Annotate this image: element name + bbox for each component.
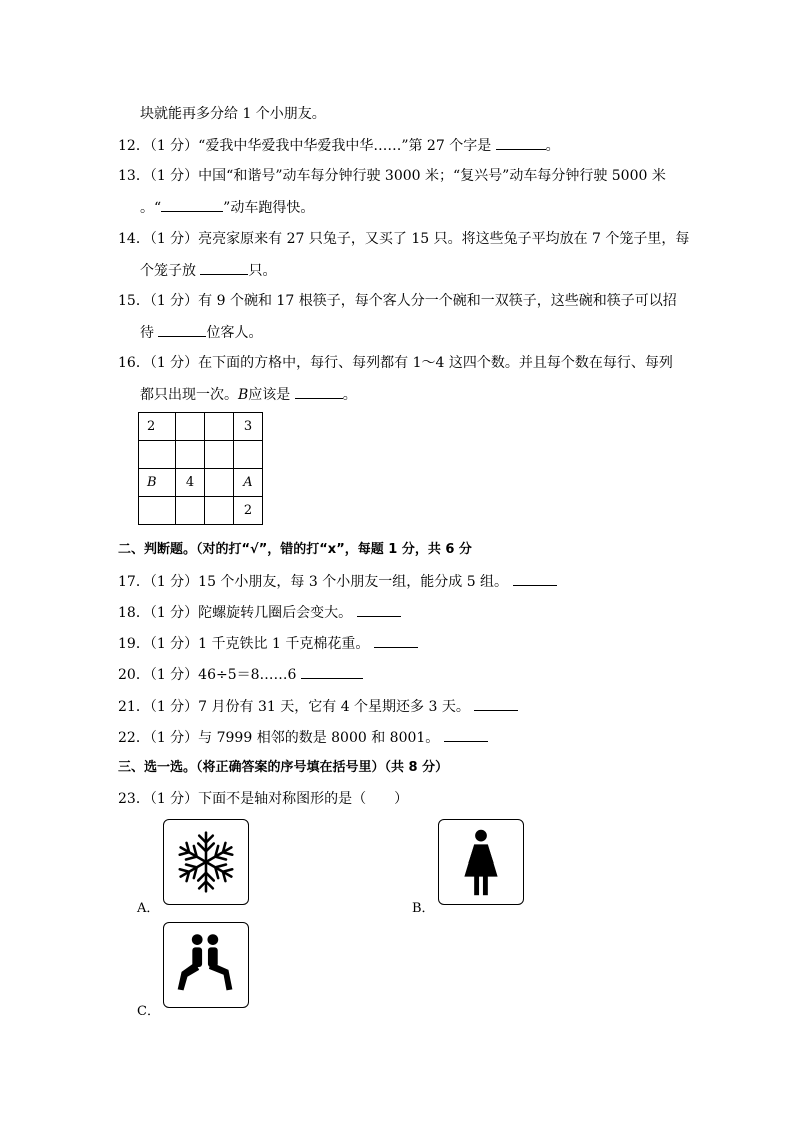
question-14-cont (140, 260, 276, 281)
q17-text: 17．（1 分）15 个小朋友，每 3 个小朋友一组，能分成 5 组。 (118, 574, 513, 590)
q13-end: ”动车跑得快。 (223, 200, 315, 216)
question-15: 15．（1 分）有 9 个碗和 17 根筷子，每个客人分一个碗和一双筷子，这些碗和筷子可以招 (118, 293, 677, 309)
option-b-label: B． (412, 901, 435, 916)
seated-people-icon (164, 923, 248, 1007)
q14-end: 只。 (248, 263, 277, 279)
q21-text: 21．（1 分）7 月份有 31 天，它有 4 个星期还多 3 天。 (118, 699, 475, 715)
q12-text: 12．（1 分）“爱我中华爱我中华爱我中华……”第 27 个字是 (118, 138, 496, 154)
grid-cell (205, 469, 234, 497)
snowflake-icon (164, 820, 248, 904)
q16-mid: 应该是 (248, 387, 295, 403)
q13-open: 。“ (140, 200, 162, 216)
q16-variable: B (238, 387, 249, 403)
grid-cell (139, 441, 176, 469)
question-18 (118, 602, 401, 623)
q22-text: 22．（1 分）与 7999 相邻的数是 8000 和 8001。 (118, 730, 444, 746)
question-15-cont (140, 322, 262, 343)
q14-text: 个笼子放 (140, 263, 201, 279)
option-b-image[interactable] (438, 819, 524, 905)
q16-text: 都只出现一次。 (140, 387, 238, 403)
q16-end: 。 (342, 387, 357, 403)
question-12 (118, 135, 560, 156)
question-19 (118, 633, 418, 654)
question-20 (118, 664, 363, 685)
grid-cell (176, 441, 205, 469)
q20-text: 20．（1 分）46÷5＝8……6 (118, 667, 301, 683)
grid-cell (176, 497, 205, 525)
grid-cell: 2 (234, 497, 263, 525)
question-13-cont (140, 197, 314, 218)
q18-text: 18．（1 分）陀螺旋转几圈后会变大。 (118, 605, 357, 621)
q19-text: 19．（1 分）1 千克铁比 1 千克棉花重。 (118, 636, 374, 652)
answer-blank[interactable] (158, 322, 206, 337)
grid-cell: 2 (139, 413, 176, 441)
answer-blank[interactable] (295, 384, 343, 399)
q15-text: 待 (140, 325, 159, 341)
number-grid (138, 412, 263, 525)
q11-tail: 块就能再多分给 1 个小朋友。 (140, 106, 326, 122)
grid-cell: A (234, 469, 263, 497)
grid-cell (139, 497, 176, 525)
grid-cell (205, 441, 234, 469)
question-16-cont (140, 384, 357, 405)
option-a-label: A． (137, 901, 160, 916)
answer-blank[interactable] (374, 633, 418, 648)
answer-blank[interactable] (357, 602, 401, 617)
section-2-heading: 二、判断题。（对的打“√”，错的打“x”，每题 1 分，共 6 分 (118, 542, 472, 557)
grid-cell (176, 413, 205, 441)
grid-cell (205, 413, 234, 441)
section-3-heading: 三、选一选。（将正确答案的序号填在括号里）（共 8 分） (118, 760, 449, 775)
q12-end: 。 (545, 138, 560, 154)
answer-blank[interactable] (161, 197, 223, 212)
grid-cell: B (139, 469, 176, 497)
answer-blank[interactable] (200, 260, 248, 275)
answer-blank[interactable] (444, 727, 488, 742)
question-14: 14．（1 分）亮亮家原来有 27 只兔子，又买了 15 只。将这些兔子平均放在 7 个笼子里，每 (118, 231, 690, 247)
grid-cell: 3 (234, 413, 263, 441)
q15-end: 位客人。 (206, 325, 263, 341)
woman-icon (439, 820, 523, 904)
grid-cell (234, 441, 263, 469)
option-c-label: C． (137, 1004, 160, 1019)
grid-cell (205, 497, 234, 525)
grid-cell: 4 (176, 469, 205, 497)
question-17 (118, 571, 557, 592)
option-a-image[interactable] (163, 819, 249, 905)
question-16: 16．（1 分）在下面的方格中，每行、每列都有 1～4 这四个数。并且每个数在每行、每列 (118, 355, 673, 371)
question-21 (118, 696, 518, 717)
answer-blank[interactable] (474, 696, 518, 711)
question-23: 23．（1 分）下面不是轴对称图形的是（ ） (118, 791, 409, 807)
answer-blank[interactable] (496, 135, 546, 150)
answer-blank[interactable] (301, 664, 363, 679)
answer-blank[interactable] (513, 571, 557, 586)
question-13: 13．（1 分）中国“和谐号”动车每分钟行驶 3000 米；“复兴号”动车每分钟行驶 5000 米 (118, 168, 666, 184)
option-c-image[interactable] (163, 922, 249, 1008)
question-22 (118, 727, 488, 748)
